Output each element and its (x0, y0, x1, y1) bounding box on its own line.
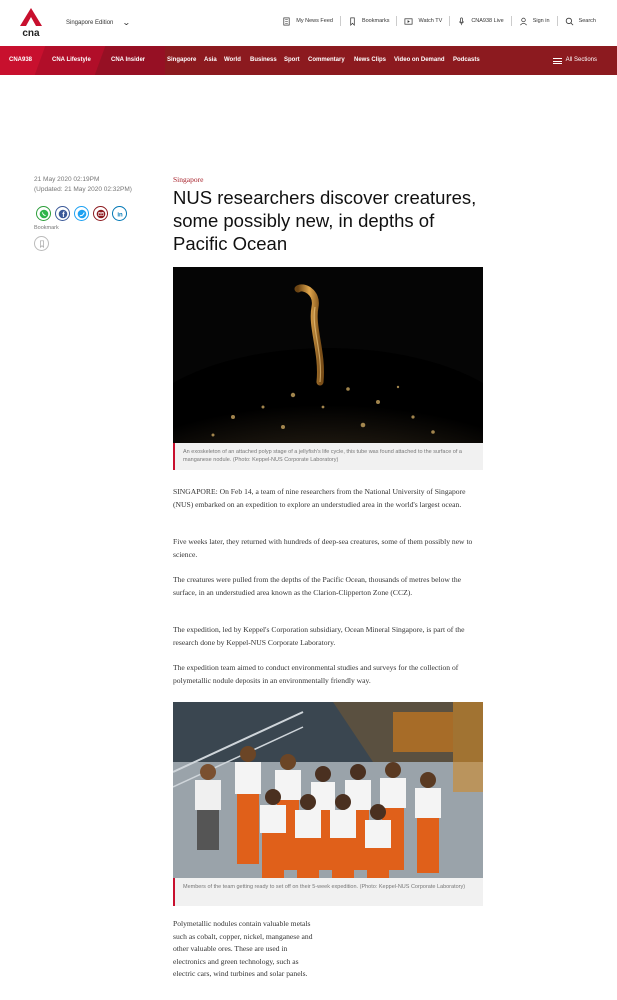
edition-label: Singapore Edition (66, 19, 114, 26)
bookmark-icon (348, 17, 357, 26)
bookmark-icon (38, 240, 46, 248)
bookmark-label: Bookmark (34, 225, 59, 231)
facebook-icon (58, 209, 68, 219)
share-buttons (36, 206, 127, 221)
user-icon (519, 17, 528, 26)
microphone-icon (457, 17, 466, 26)
bookmarks-link[interactable] (341, 17, 397, 26)
tv-icon (404, 17, 413, 26)
nav-item-asia[interactable]: Asia (204, 57, 217, 63)
whatsapp-icon (39, 209, 49, 219)
search-link[interactable] (558, 17, 603, 26)
nav-item-video-on-demand[interactable]: Video on Demand (394, 57, 445, 63)
article-paragraph-6: Polymetallic nodules contain valuable metals such as cobalt, copper, nickel, manganese and other valuable ores. These are used in electronics and green technology, such as electric cars, wind turbines and solar panels. (173, 919, 313, 979)
top-header (0, 0, 617, 46)
all-sections-button[interactable] (553, 46, 597, 75)
article-paragraph-4: The expedition, led by Keppel's Corporation subsidiary, Ocean Mineral Singapore, is part of the research done by Keppel-NUS Corporate Laboratory. (173, 625, 465, 647)
image-caption-1: An exoskeleton of an attached polyp stage of a jellyfish's life cycle, this tube was found attached to the surface of a manganese nodule. (Photo: Keppel-NUS Corporate Laboratory) (173, 443, 483, 470)
all-sections-label: All Sections (565, 57, 597, 63)
svg-text:in: in (116, 211, 123, 218)
nav-item-world[interactable]: World (224, 57, 241, 63)
article-meta (34, 175, 132, 195)
nav-item-sport[interactable]: Sport (284, 57, 300, 63)
cna938-live-link[interactable] (450, 17, 510, 26)
linkedin-share-button[interactable] (112, 206, 127, 221)
edition-selector[interactable] (66, 18, 130, 27)
news-feed-icon (282, 17, 291, 26)
svg-text:f: f (61, 211, 65, 219)
updated-timestamp: (Updated: 21 May 2020 02:32PM) (34, 186, 132, 193)
article-category[interactable]: Singapore (173, 175, 204, 184)
article-image-team (173, 702, 483, 878)
article-paragraph-2: Five weeks later, they returned with hundreds of deep-sea creatures, some of them possibly new to science. (173, 537, 473, 559)
email-share-button[interactable] (93, 206, 108, 221)
image-caption-2: Members of the team getting ready to set off on their 5-week expedition. (Photo: Keppel-NUS Corporate Laboratory) (173, 878, 483, 906)
article-image-polyp (173, 267, 483, 443)
my-news-feed-link[interactable] (275, 17, 340, 26)
search-icon (565, 17, 574, 26)
article-paragraph-1: SINGAPORE: On Feb 14, a team of nine researchers from the National University of Singapore (NUS) embarked on an expedition to explore an understudied area in the world's largest ocean. (173, 487, 466, 509)
email-icon (96, 209, 106, 219)
nav-item-singapore[interactable]: Singapore (167, 57, 197, 63)
bookmarks-label: Bookmarks (361, 18, 390, 24)
nav-item-news-clips[interactable]: News Clips (354, 57, 387, 63)
article-paragraph-3: The creatures were pulled from the depths of the Pacific Ocean, thousands of metres below the surface, in an understudied area known as the Clarion-Clipperton Zone (CCZ). (173, 575, 462, 597)
svg-text:cna: cna (22, 28, 40, 38)
team-photo (173, 702, 483, 878)
nav-item-commentary[interactable]: Commentary (308, 57, 345, 63)
published-timestamp: 21 May 2020 02:19PM (34, 176, 100, 183)
nav-item-cna-insider[interactable]: CNA Insider (111, 57, 146, 63)
watch-tv-link[interactable] (397, 17, 449, 26)
nav-item-business[interactable]: Business (250, 57, 277, 63)
chevron-down-icon: ⌄ (122, 18, 132, 27)
my-news-feed-label: My News Feed (296, 18, 333, 24)
main-nav (0, 46, 617, 75)
cna938-live-label: CNA938 Live (471, 18, 504, 24)
cna-logo[interactable] (18, 8, 44, 38)
sign-in-label: Sign in (532, 18, 550, 24)
bookmark-button[interactable] (34, 236, 49, 251)
nav-item-cna-lifestyle[interactable]: CNA Lifestyle (52, 57, 91, 63)
watch-tv-label: Watch TV (418, 18, 443, 24)
article-headline: NUS researchers discover creatures, some possibly new, in depths of Pacific Ocean (173, 187, 477, 254)
facebook-share-button[interactable] (55, 206, 70, 221)
sign-in-link[interactable] (512, 17, 557, 26)
menu-icon (553, 58, 562, 64)
search-label: Search (578, 18, 596, 24)
linkedin-icon (115, 209, 125, 219)
polyp-photo (173, 267, 483, 443)
article-paragraph-5: The expedition team aimed to conduct environmental studies and surveys for the collection of polymetallic nodule deposits in an environmentally friendly way. (173, 663, 459, 685)
nav-item-podcasts[interactable]: Podcasts (453, 57, 480, 63)
top-links (275, 16, 603, 26)
twitter-icon (77, 209, 87, 219)
nav-item-cna938[interactable]: CNA938 (9, 57, 33, 63)
twitter-share-button[interactable] (74, 206, 89, 221)
whatsapp-share-button[interactable] (36, 206, 51, 221)
